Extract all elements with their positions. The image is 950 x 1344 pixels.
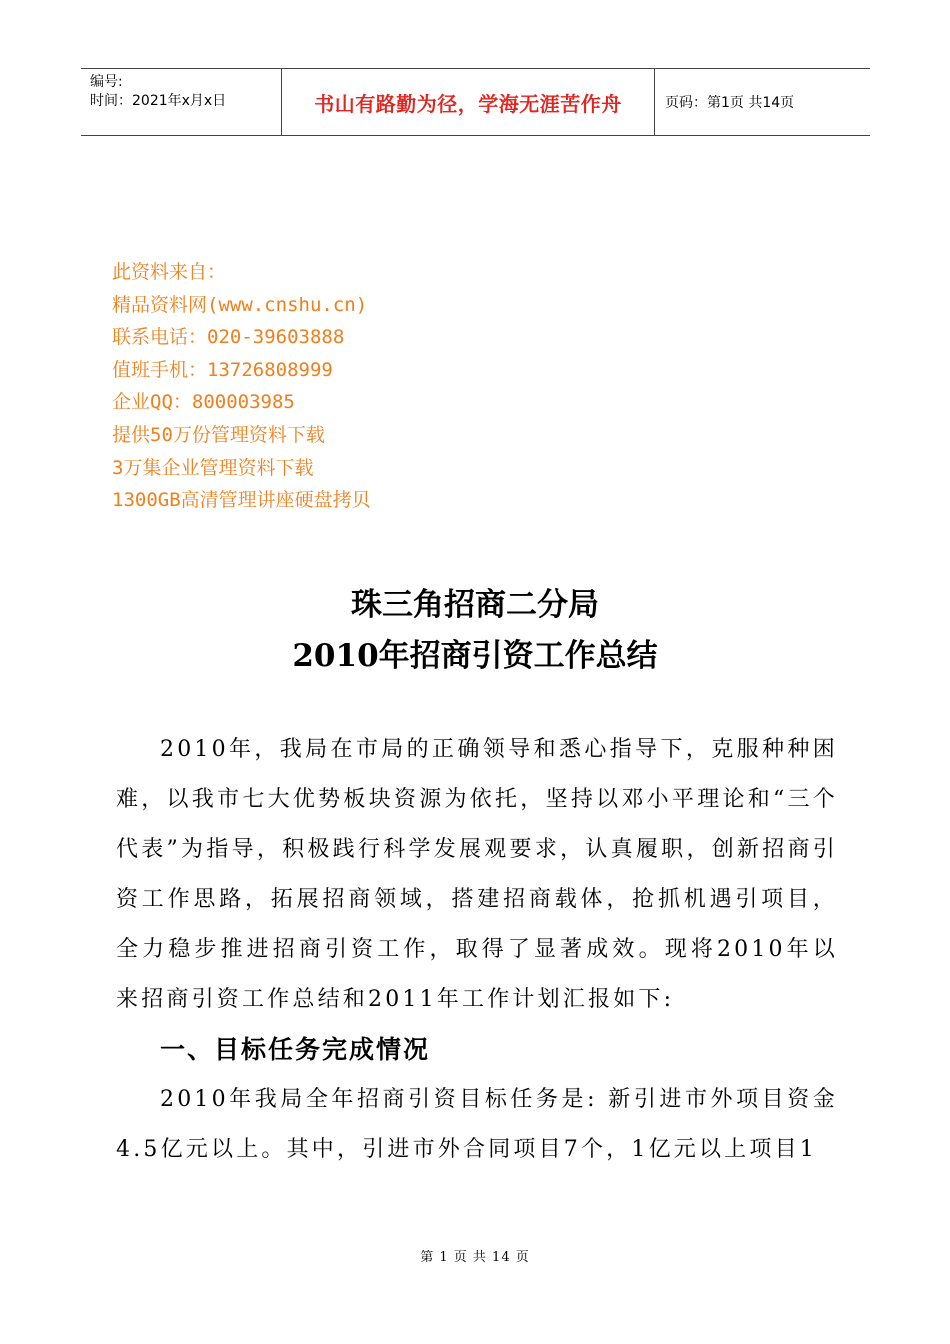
- info-line: 3万集企业管理资料下载: [112, 456, 314, 479]
- source-info-block: [112, 256, 371, 517]
- page-footer: 第 1 页 共 14 页: [420, 1250, 530, 1265]
- section-heading: 一、目标任务完成情况: [160, 1035, 431, 1064]
- info-line: 企业QQ：800003985: [112, 391, 295, 414]
- header-motto: 书山有路勤为径，学海无涯苦作舟: [282, 69, 655, 135]
- document-title-line2: 2010年招商引资工作总结: [292, 638, 658, 674]
- info-line: 提供50万份管理资料下载: [112, 423, 325, 446]
- info-line: 联系电话：020-39603888: [112, 326, 345, 349]
- info-line: 值班手机：13726808999: [112, 358, 333, 381]
- document-body: [116, 725, 838, 1175]
- header-meta-cell: [81, 69, 282, 135]
- info-line: 此资料来自：: [112, 261, 227, 283]
- document-header: [81, 68, 870, 136]
- document-title-line1: 珠三角招商二分局: [351, 587, 599, 623]
- body-paragraph: 2010年，我局在市局的正确领导和悉心指导下，克服种种困难，以我市七大优势板块资源为依托，坚持以邓小平理论和“三个代表”为指导，积极践行科学发展观要求，认真履职，创新招商引资工作思路，拓展招商领域，搭建招商载体，抢抓机遇引项目，全力稳步推进招商引资工作，取得了显著成效。现将2010年以来招商引资工作总结和2011年工作计划汇报如下:: [116, 737, 838, 1012]
- header-number-label: 编号:: [90, 74, 123, 90]
- info-line: 精品资料网(www.cnshu.cn): [112, 293, 368, 316]
- info-line: 1300GB高清管理讲座硬盘拷贝: [112, 489, 371, 512]
- header-time-label: 时间：2021年x月x日: [90, 93, 227, 109]
- header-page-info: 页码：第1页 共14页: [665, 95, 795, 111]
- body-paragraph: 2010年我局全年招商引资目标任务是: 新引进市外项目资金4.5亿元以上。其中，引进市外合同项目7个，1亿元以上项目1: [116, 1087, 838, 1162]
